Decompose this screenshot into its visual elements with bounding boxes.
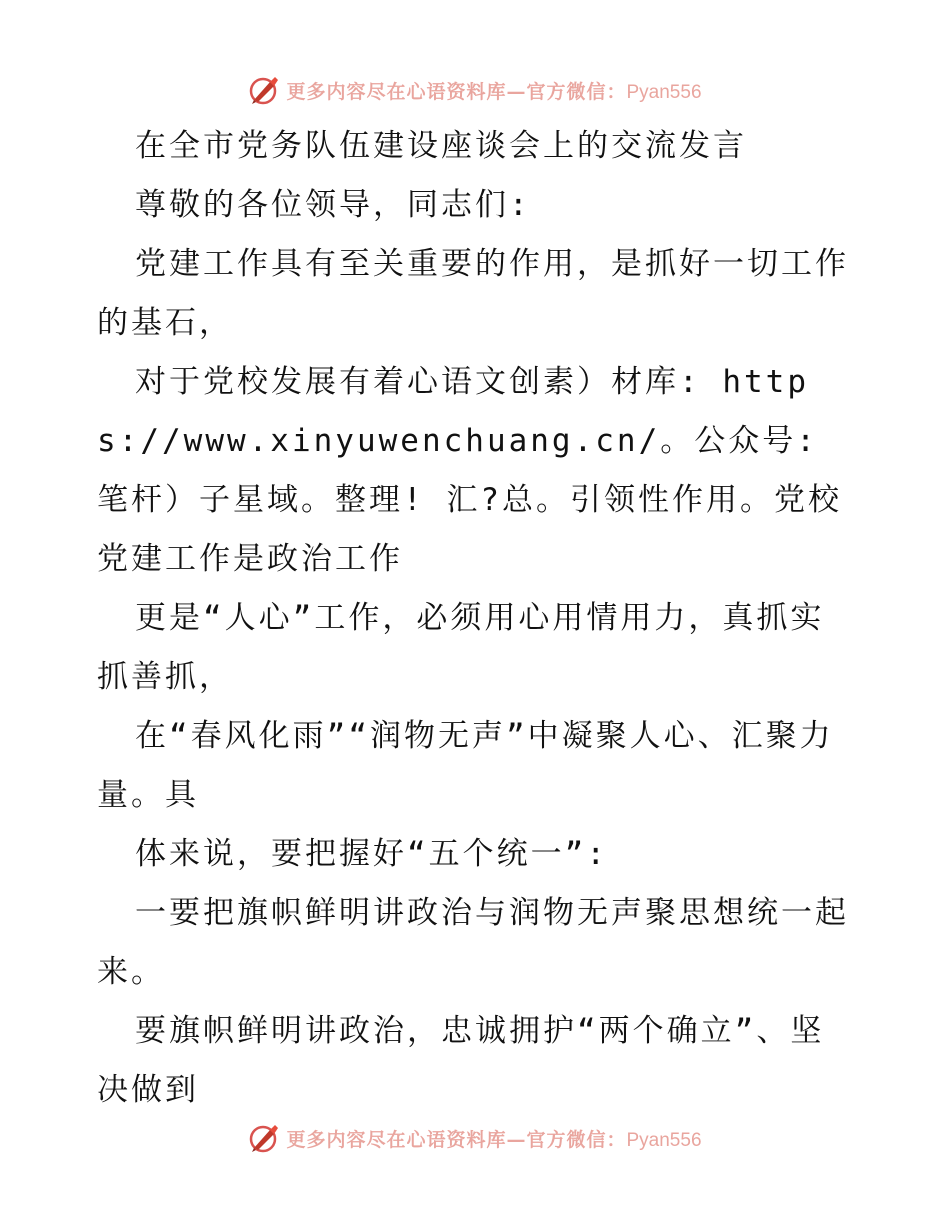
watermark-wechat-id: Pyan556 — [626, 1129, 702, 1151]
salutation: 尊敬的各位领导，同志们: — [135, 187, 531, 223]
watermark-text: 更多内容尽在心语资料库—官方微信：Pyan556 — [286, 1128, 702, 1151]
pen-logo-icon — [248, 1122, 280, 1154]
paragraph: 要旗帜鲜明讲政治，忠诚拥护“两个确立”、坚决做到 — [97, 1013, 825, 1108]
paragraph: 党建工作具有至关重要的作用，是抓好一切工作的基石， — [97, 246, 849, 341]
watermark-wechat-id: Pyan556 — [626, 81, 702, 103]
watermark-text: 更多内容尽在心语资料库—官方微信：Pyan556 — [286, 80, 702, 103]
paragraph: 体来说，要把握好“五个统一”: — [135, 836, 608, 872]
document-title: 在全市党务队伍建设座谈会上的交流发言 — [135, 128, 747, 164]
paragraph: 对于党校发展有着心语文创素）材库: https://www.xinyuwenchuang.cn/。公众号: 笔杆）子星域。整理! 汇?总。引领性作用。党校党建工作是政治工作 — [97, 364, 842, 577]
paragraph: 更是“人心”工作，必须用心用情用力，真抓实抓善抓， — [97, 600, 825, 695]
header-watermark — [0, 70, 950, 110]
pen-logo-icon — [248, 74, 280, 106]
document-body — [97, 117, 857, 1120]
footer-watermark — [0, 1118, 950, 1158]
paragraph: 一要把旗帜鲜明讲政治与润物无声聚思想统一起来。 — [97, 895, 849, 990]
paragraph: 在“春风化雨”“润物无声”中凝聚人心、汇聚力量。具 — [97, 718, 834, 813]
